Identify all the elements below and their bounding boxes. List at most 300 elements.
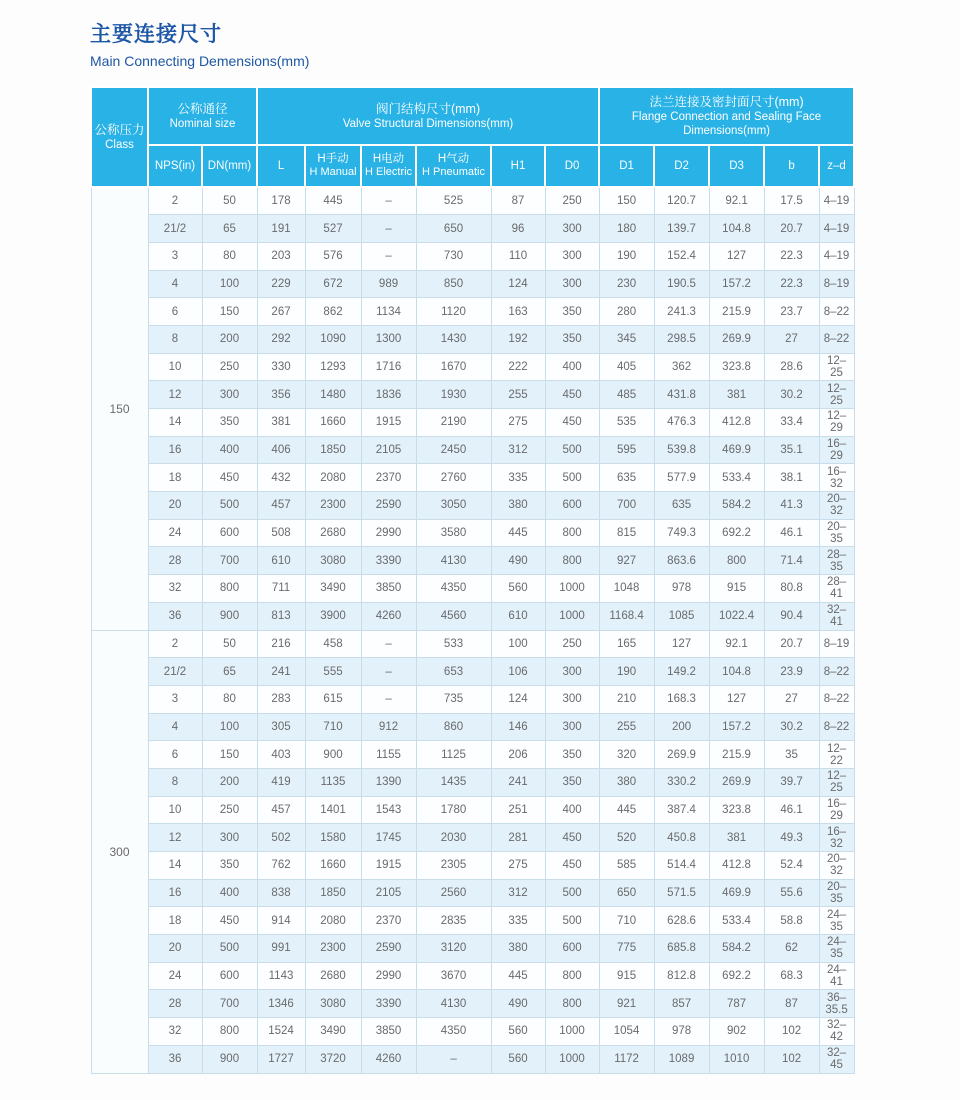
table-cell: 912 <box>361 713 416 741</box>
table-cell: 850 <box>416 270 491 298</box>
column-header-line2: H Manual <box>309 166 357 178</box>
table-cell: 1125 <box>416 741 491 769</box>
table-cell: 387.4 <box>654 796 709 824</box>
table-cell: 3080 <box>305 547 361 575</box>
table-cell: 775 <box>599 935 654 963</box>
table-cell: 345 <box>599 325 654 353</box>
column-header-line1: D2 <box>674 159 689 172</box>
table-cell: 380 <box>491 935 545 963</box>
table-cell: 3850 <box>361 1018 416 1046</box>
table-row <box>91 824 854 852</box>
column-header-line1: D0 <box>564 159 580 172</box>
table-cell: 381 <box>257 409 305 437</box>
table-cell: 469.9 <box>709 879 764 907</box>
table-cell: – <box>361 187 416 215</box>
column-header <box>491 145 545 187</box>
table-row <box>91 325 854 353</box>
page-title-english: Main Connecting Demensions(mm) <box>90 53 310 69</box>
column-header <box>819 145 854 187</box>
table-cell: 1930 <box>416 381 491 409</box>
table-cell: 33.4 <box>764 409 819 437</box>
column-header <box>202 145 257 187</box>
table-cell: 267 <box>257 298 305 326</box>
column-header-line2: H Pneumatic <box>422 166 485 178</box>
table-cell: 381 <box>709 824 764 852</box>
table-cell: 80.8 <box>764 575 819 603</box>
table-cell: 412.8 <box>709 852 764 880</box>
table-cell: 1048 <box>599 575 654 603</box>
table-cell: 350 <box>545 768 599 796</box>
table-cell: – <box>416 1045 491 1073</box>
table-cell: 560 <box>491 575 545 603</box>
table-cell: 200 <box>202 325 257 353</box>
table-cell: 27 <box>764 685 819 713</box>
column-header-class <box>91 87 148 187</box>
table-cell: 163 <box>491 298 545 326</box>
table-cell: 989 <box>361 270 416 298</box>
table-cell: 1155 <box>361 741 416 769</box>
table-cell: 1010 <box>709 1045 764 1073</box>
table-row <box>91 658 854 686</box>
table-cell: 3490 <box>305 575 361 603</box>
table-cell: – <box>361 658 416 686</box>
table-cell: 150 <box>599 187 654 215</box>
table-cell: 2370 <box>361 907 416 935</box>
table-cell: 921 <box>599 990 654 1018</box>
table-cell: 1660 <box>305 409 361 437</box>
table-cell: 4–19 <box>819 187 854 215</box>
table-cell: 250 <box>545 187 599 215</box>
table-cell: 4260 <box>361 602 416 630</box>
class-header-cn: 公称压力 <box>94 123 145 137</box>
table-cell: 3120 <box>416 935 491 963</box>
table-cell: 250 <box>202 353 257 381</box>
table-cell: 4–19 <box>819 215 854 243</box>
column-header-line1: H1 <box>510 159 526 172</box>
table-cell: 330.2 <box>654 768 709 796</box>
table-cell: 62 <box>764 935 819 963</box>
table-cell: 2105 <box>361 879 416 907</box>
table-cell: 812.8 <box>654 962 709 990</box>
table-cell: 21/2 <box>148 215 202 243</box>
table-cell: 1915 <box>361 409 416 437</box>
table-cell: 18 <box>148 907 202 935</box>
table-cell: 2080 <box>305 464 361 492</box>
table-cell: 124 <box>491 685 545 713</box>
table-cell: 269.9 <box>709 325 764 353</box>
table-cell: 350 <box>545 298 599 326</box>
table-cell: 1143 <box>257 962 305 990</box>
table-row <box>91 492 854 520</box>
table-cell: 335 <box>491 907 545 935</box>
table-cell: 68.3 <box>764 962 819 990</box>
table-cell: 8–19 <box>819 270 854 298</box>
column-header <box>361 145 416 187</box>
table-cell: 32 <box>148 575 202 603</box>
table-cell: 100 <box>491 630 545 658</box>
table-cell: 16–32 <box>819 464 854 492</box>
table-cell: 692.2 <box>709 519 764 547</box>
table-cell: 16 <box>148 436 202 464</box>
table-cell: 862 <box>305 298 361 326</box>
valve-header-en: Valve Structural Dimensions(mm) <box>342 118 514 130</box>
table-cell: 71.4 <box>764 547 819 575</box>
table-cell: 157.2 <box>709 270 764 298</box>
table-cell: 18 <box>148 464 202 492</box>
column-header <box>305 145 361 187</box>
table-cell: 100 <box>202 713 257 741</box>
table-cell: 450 <box>545 852 599 880</box>
table-cell: 469.9 <box>709 436 764 464</box>
table-cell: 1293 <box>305 353 361 381</box>
flange-header-cn: 法兰连接及密封面尺寸(mm) <box>649 95 804 109</box>
table-cell: 1000 <box>545 1045 599 1073</box>
table-cell: 838 <box>257 879 305 907</box>
table-row <box>91 962 854 990</box>
table-cell: 419 <box>257 768 305 796</box>
table-cell: 1780 <box>416 796 491 824</box>
table-cell: 692.2 <box>709 962 764 990</box>
table-cell: 55.6 <box>764 879 819 907</box>
table-row <box>91 741 854 769</box>
table-cell: 20–32 <box>819 852 854 880</box>
table-cell: 1300 <box>361 325 416 353</box>
table-cell: 312 <box>491 436 545 464</box>
table-cell: 485 <box>599 381 654 409</box>
table-cell: 90.4 <box>764 602 819 630</box>
table-cell: 22.3 <box>764 270 819 298</box>
table-row <box>91 990 854 1018</box>
table-row <box>91 602 854 630</box>
table-cell: 178 <box>257 187 305 215</box>
table-cell: 323.8 <box>709 353 764 381</box>
table-cell: 860 <box>416 713 491 741</box>
table-cell: 1836 <box>361 381 416 409</box>
table-row <box>91 852 854 880</box>
table-cell: 32–45 <box>819 1045 854 1073</box>
table-cell: 280 <box>599 298 654 326</box>
table-cell: 381 <box>709 381 764 409</box>
table-cell: 8–22 <box>819 298 854 326</box>
table-cell: 124 <box>491 270 545 298</box>
table-cell: 106 <box>491 658 545 686</box>
table-cell: 500 <box>545 436 599 464</box>
column-header-line1: L <box>277 159 285 172</box>
table-cell: 104.8 <box>709 658 764 686</box>
table-cell: 700 <box>202 547 257 575</box>
table-cell: 450 <box>545 381 599 409</box>
table-cell: 490 <box>491 990 545 1018</box>
table-cell: 21/2 <box>148 658 202 686</box>
table-cell: 915 <box>599 962 654 990</box>
table-cell: 24 <box>148 519 202 547</box>
table-cell: 255 <box>599 713 654 741</box>
table-cell: 36 <box>148 602 202 630</box>
column-header-line1: NPS(in) <box>154 159 196 172</box>
table-cell: 298.5 <box>654 325 709 353</box>
column-header-line2: H Electric <box>364 166 413 178</box>
table-cell: 1727 <box>257 1045 305 1073</box>
table-row <box>91 547 854 575</box>
column-header <box>416 145 491 187</box>
table-cell: 200 <box>654 713 709 741</box>
table-cell: 149.2 <box>654 658 709 686</box>
table-cell: 4260 <box>361 1045 416 1073</box>
table-body <box>91 187 854 1073</box>
table-cell: 450 <box>545 824 599 852</box>
table-cell: 635 <box>654 492 709 520</box>
table-cell: 749.3 <box>654 519 709 547</box>
table-cell: 96 <box>491 215 545 243</box>
table-cell: 405 <box>599 353 654 381</box>
table-cell: – <box>361 630 416 658</box>
table-cell: 300 <box>545 658 599 686</box>
table-cell: 65 <box>202 658 257 686</box>
table-cell: 4 <box>148 713 202 741</box>
table-cell: 16–32 <box>819 824 854 852</box>
table-cell: 20.7 <box>764 630 819 658</box>
table-cell: 595 <box>599 436 654 464</box>
table-cell: 41.3 <box>764 492 819 520</box>
column-header <box>764 145 819 187</box>
column-header-line1: b <box>788 159 795 172</box>
table-cell: 32–41 <box>819 602 854 630</box>
table-cell: 28–41 <box>819 575 854 603</box>
table-cell: 600 <box>545 935 599 963</box>
table-cell: 1085 <box>654 602 709 630</box>
table-cell: 585 <box>599 852 654 880</box>
table-cell: 192 <box>491 325 545 353</box>
table-cell: 300 <box>545 215 599 243</box>
table-cell: – <box>361 242 416 270</box>
table-cell: 1090 <box>305 325 361 353</box>
table-cell: 3580 <box>416 519 491 547</box>
table-cell: 525 <box>416 187 491 215</box>
table-cell: 300 <box>202 381 257 409</box>
table-cell: 445 <box>305 187 361 215</box>
table-cell: 1480 <box>305 381 361 409</box>
table-cell: 628.6 <box>654 907 709 935</box>
table-cell: 275 <box>491 409 545 437</box>
table-cell: 46.1 <box>764 796 819 824</box>
table-cell: 653 <box>416 658 491 686</box>
table-cell: 458 <box>305 630 361 658</box>
table-cell: 610 <box>491 602 545 630</box>
table-cell: 12 <box>148 824 202 852</box>
table-cell: 3490 <box>305 1018 361 1046</box>
table-cell: 2300 <box>305 935 361 963</box>
table-cell: 2305 <box>416 852 491 880</box>
table-cell: 320 <box>599 741 654 769</box>
table-cell: 92.1 <box>709 630 764 658</box>
table-cell: 203 <box>257 242 305 270</box>
table-cell: 3050 <box>416 492 491 520</box>
table-cell: 533 <box>416 630 491 658</box>
table-cell: 1660 <box>305 852 361 880</box>
table-cell: 615 <box>305 685 361 713</box>
table-cell: 584.2 <box>709 492 764 520</box>
table-cell: 432 <box>257 464 305 492</box>
table-cell: 571.5 <box>654 879 709 907</box>
table-cell: 2080 <box>305 907 361 935</box>
column-header-line1: DN(mm) <box>207 159 252 172</box>
table-cell: 16–29 <box>819 796 854 824</box>
class-header-en: Class <box>105 139 134 151</box>
table-cell: 139.7 <box>654 215 709 243</box>
table-cell: 46.1 <box>764 519 819 547</box>
table-cell: 800 <box>202 1018 257 1046</box>
column-header-line1: H手动 <box>317 153 349 165</box>
table-cell: 600 <box>202 519 257 547</box>
table-cell: 102 <box>764 1045 819 1073</box>
table-cell: 900 <box>202 602 257 630</box>
table-cell: 241 <box>257 658 305 686</box>
table-cell: 1670 <box>416 353 491 381</box>
table-cell: 16 <box>148 879 202 907</box>
table-cell: 514.4 <box>654 852 709 880</box>
table-cell: 1435 <box>416 768 491 796</box>
table-cell: 2300 <box>305 492 361 520</box>
table-cell: 4130 <box>416 990 491 1018</box>
table-row <box>91 907 854 935</box>
table-row <box>91 353 854 381</box>
table-cell: 229 <box>257 270 305 298</box>
table-cell: 857 <box>654 990 709 1018</box>
table-header <box>91 87 854 187</box>
table-row <box>91 242 854 270</box>
table-cell: 102 <box>764 1018 819 1046</box>
table-cell: 24–41 <box>819 962 854 990</box>
class-cell: 300 <box>91 630 148 1073</box>
table-cell: 49.3 <box>764 824 819 852</box>
table-cell: 4350 <box>416 575 491 603</box>
table-cell: 12–29 <box>819 409 854 437</box>
table-cell: 8–22 <box>819 325 854 353</box>
table-cell: 28 <box>148 547 202 575</box>
table-cell: 300 <box>545 713 599 741</box>
group-header-valve-dimensions <box>257 87 599 145</box>
table-cell: 300 <box>545 685 599 713</box>
table-cell: 120.7 <box>654 187 709 215</box>
table-cell: 4350 <box>416 1018 491 1046</box>
table-cell: 152.4 <box>654 242 709 270</box>
table-cell: 902 <box>709 1018 764 1046</box>
table-cell: 635 <box>599 464 654 492</box>
table-cell: 800 <box>545 990 599 1018</box>
table-cell: 283 <box>257 685 305 713</box>
table-row <box>91 298 854 326</box>
table-row <box>91 436 854 464</box>
table-cell: 1915 <box>361 852 416 880</box>
table-cell: 14 <box>148 852 202 880</box>
table-cell: 300 <box>545 270 599 298</box>
table-cell: 610 <box>257 547 305 575</box>
table-cell: 900 <box>202 1045 257 1073</box>
table-cell: 412.8 <box>709 409 764 437</box>
table-cell: 10 <box>148 353 202 381</box>
table-cell: 490 <box>491 547 545 575</box>
table-cell: 12–25 <box>819 381 854 409</box>
table-cell: 16–29 <box>819 436 854 464</box>
table-cell: 216 <box>257 630 305 658</box>
table-cell: 222 <box>491 353 545 381</box>
table-cell: 400 <box>202 879 257 907</box>
table-cell: 32 <box>148 1018 202 1046</box>
table-cell: 915 <box>709 575 764 603</box>
table-cell: 20–35 <box>819 879 854 907</box>
table-cell: 28–35 <box>819 547 854 575</box>
table-cell: 3390 <box>361 990 416 1018</box>
table-cell: 1401 <box>305 796 361 824</box>
table-cell: 650 <box>416 215 491 243</box>
column-header-line1: D3 <box>729 159 744 172</box>
table-cell: 508 <box>257 519 305 547</box>
table-cell: 539.8 <box>654 436 709 464</box>
table-cell: 1022.4 <box>709 602 764 630</box>
flange-header-en1: Flange Connection and Sealing Face <box>631 111 822 123</box>
table-cell: 168.3 <box>654 685 709 713</box>
table-cell: 914 <box>257 907 305 935</box>
table-cell: 1850 <box>305 879 361 907</box>
table-cell: 58.8 <box>764 907 819 935</box>
table-cell: 165 <box>599 630 654 658</box>
valve-header-cn: 阀门结构尺寸(mm) <box>375 102 481 116</box>
table-cell: – <box>361 685 416 713</box>
table-cell: 800 <box>545 962 599 990</box>
column-header-line1: D1 <box>619 159 634 172</box>
table-cell: 350 <box>202 852 257 880</box>
table-cell: 3 <box>148 685 202 713</box>
table-cell: 80 <box>202 685 257 713</box>
table-cell: 533.4 <box>709 907 764 935</box>
table-cell: 1390 <box>361 768 416 796</box>
table-row <box>91 519 854 547</box>
table-cell: 1716 <box>361 353 416 381</box>
flange-header-en2: Dimensions(mm) <box>683 125 770 137</box>
table-cell: 12–22 <box>819 741 854 769</box>
column-header <box>599 145 654 187</box>
table-cell: 1745 <box>361 824 416 852</box>
group-header-nominal-size <box>148 87 257 145</box>
table-cell: 577.9 <box>654 464 709 492</box>
dimensions-table <box>90 86 855 1074</box>
table-cell: 335 <box>491 464 545 492</box>
table-cell: 1543 <box>361 796 416 824</box>
table-cell: 230 <box>599 270 654 298</box>
table-cell: 863.6 <box>654 547 709 575</box>
table-cell: 800 <box>545 519 599 547</box>
table-cell: 27 <box>764 325 819 353</box>
table-cell: 275 <box>491 852 545 880</box>
table-cell: 23.7 <box>764 298 819 326</box>
table-cell: 1850 <box>305 436 361 464</box>
table-cell: 292 <box>257 325 305 353</box>
table-cell: 35.1 <box>764 436 819 464</box>
table-cell: 330 <box>257 353 305 381</box>
table-cell: 711 <box>257 575 305 603</box>
table-cell: 200 <box>202 768 257 796</box>
table-row <box>91 768 854 796</box>
table-cell: 403 <box>257 741 305 769</box>
table-row <box>91 796 854 824</box>
table-cell: 38.1 <box>764 464 819 492</box>
table-cell: 685.8 <box>654 935 709 963</box>
table-cell: 28 <box>148 990 202 1018</box>
table-cell: 1168.4 <box>599 602 654 630</box>
table-cell: 500 <box>202 935 257 963</box>
table-cell: 2105 <box>361 436 416 464</box>
table-cell: 6 <box>148 741 202 769</box>
